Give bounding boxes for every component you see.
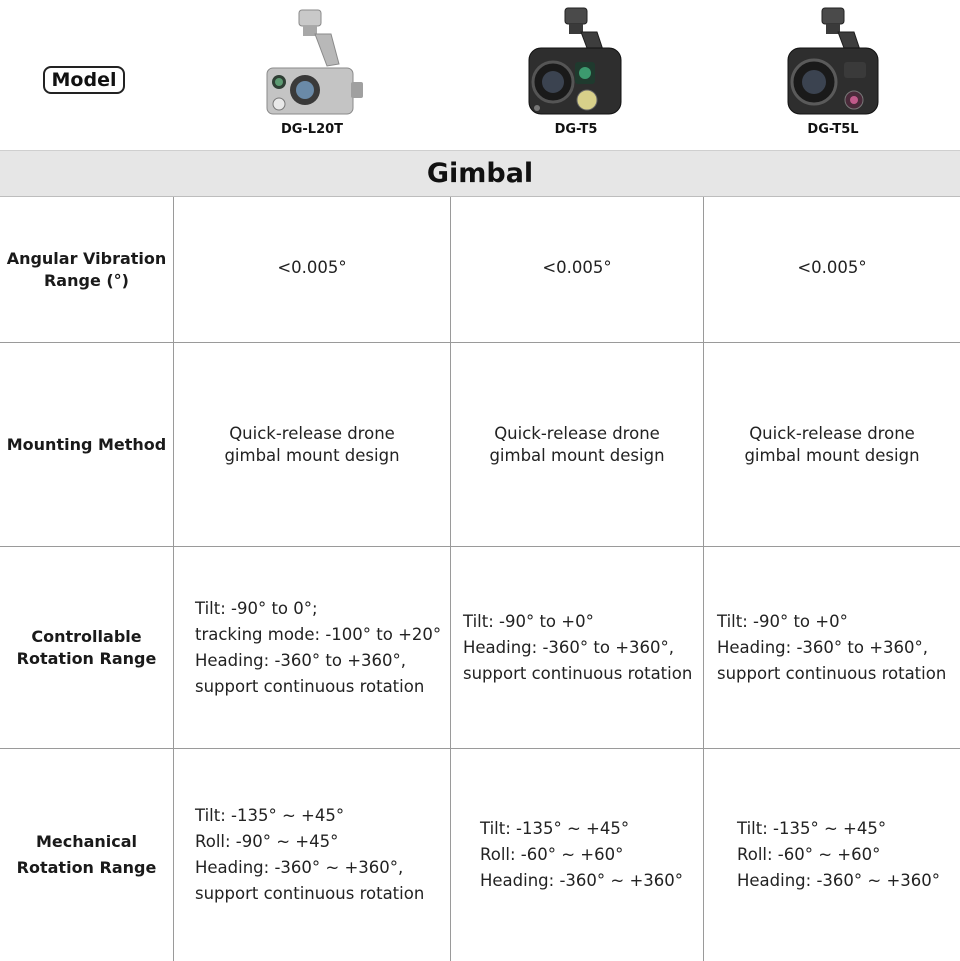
product-dg-l20t — [212, 0, 412, 150]
row-label — [0, 749, 174, 961]
value-line: gimbal mount design — [224, 445, 400, 465]
value-line: Heading: -360° to +360°, — [463, 637, 675, 657]
product-name: DG-T5L — [807, 122, 859, 137]
value-line: Tilt: -90° to +0° — [717, 611, 848, 631]
value-line: support continuous rotation — [195, 676, 425, 696]
value-line: <0.005° — [797, 257, 867, 277]
value-line: Tilt: -90° to +0° — [463, 611, 594, 631]
row-label-line: Rotation Range — [16, 648, 157, 668]
value-cell — [704, 749, 960, 961]
row-label — [0, 197, 174, 342]
value-line: Quick-release drone — [494, 423, 660, 443]
value-cell — [174, 547, 451, 748]
row-label-line: Mounting Method — [6, 434, 167, 454]
gimbal-camera-t5-icon — [521, 4, 631, 120]
value-line: Heading: -360° to +360°, — [195, 650, 407, 670]
value-line: Quick-release drone — [229, 423, 395, 443]
value-line: Roll: -60° ~ +60° — [480, 845, 624, 864]
value-line: gimbal mount design — [744, 445, 920, 465]
section-gimbal — [0, 150, 960, 197]
value-line: Tilt: -135° ~ +45° — [195, 806, 345, 825]
value-cell — [174, 343, 451, 546]
value-line: support continuous rotation — [463, 663, 693, 683]
model-label: Model — [51, 69, 117, 91]
model-header — [0, 0, 960, 150]
row-label — [0, 547, 174, 748]
value-cell — [704, 547, 960, 748]
row-label-line: Controllable — [31, 626, 142, 646]
value-line: Tilt: -135° ~ +45° — [480, 819, 630, 838]
value-line: Heading: -360° ~ +360° — [480, 871, 684, 890]
row-label — [0, 343, 174, 546]
row-label-line: Range (°) — [43, 270, 129, 290]
value-cell — [704, 343, 960, 546]
value-line: gimbal mount design — [489, 445, 665, 465]
value-line: Roll: -60° ~ +60° — [737, 845, 881, 864]
value-cell — [451, 197, 704, 342]
value-line: support continuous rotation — [195, 884, 425, 903]
table-row — [0, 749, 960, 961]
value-cell — [174, 197, 451, 342]
row-label-line: Rotation Range — [16, 858, 157, 877]
value-line: Tilt: -90° to 0°; — [195, 598, 318, 618]
value-line: tracking mode: -100° to +20° — [195, 624, 442, 644]
value-line: Roll: -90° ~ +45° — [195, 832, 339, 851]
value-cell — [174, 749, 451, 961]
value-line: Heading: -360° ~ +360° — [737, 871, 941, 890]
value-line: Quick-release drone — [749, 423, 915, 443]
value-line: support continuous rotation — [717, 663, 947, 683]
value-cell — [451, 547, 704, 748]
value-line: <0.005° — [277, 257, 347, 277]
product-name: DG-T5 — [554, 122, 598, 137]
model-label-badge — [43, 66, 125, 94]
value-line: Heading: -360° to +360°, — [717, 637, 929, 657]
value-cell — [451, 749, 704, 961]
product-name: DG-L20T — [280, 122, 344, 137]
value-line: Heading: -360° ~ +360°, — [195, 858, 404, 877]
table-row — [0, 343, 960, 547]
row-label-line: Mechanical — [35, 832, 138, 851]
row-label-line: Angular Vibration — [6, 248, 167, 268]
value-line: <0.005° — [542, 257, 612, 277]
table-row — [0, 547, 960, 749]
value-cell — [451, 343, 704, 546]
section-title: Gimbal — [426, 158, 534, 189]
value-line: Tilt: -135° ~ +45° — [737, 819, 887, 838]
gimbal-camera-l20t-icon — [257, 4, 367, 120]
product-dg-t5l — [733, 0, 933, 150]
table-row — [0, 197, 960, 343]
value-cell — [704, 197, 960, 342]
gimbal-camera-t5l-icon — [778, 4, 888, 120]
product-dg-t5 — [476, 0, 676, 150]
